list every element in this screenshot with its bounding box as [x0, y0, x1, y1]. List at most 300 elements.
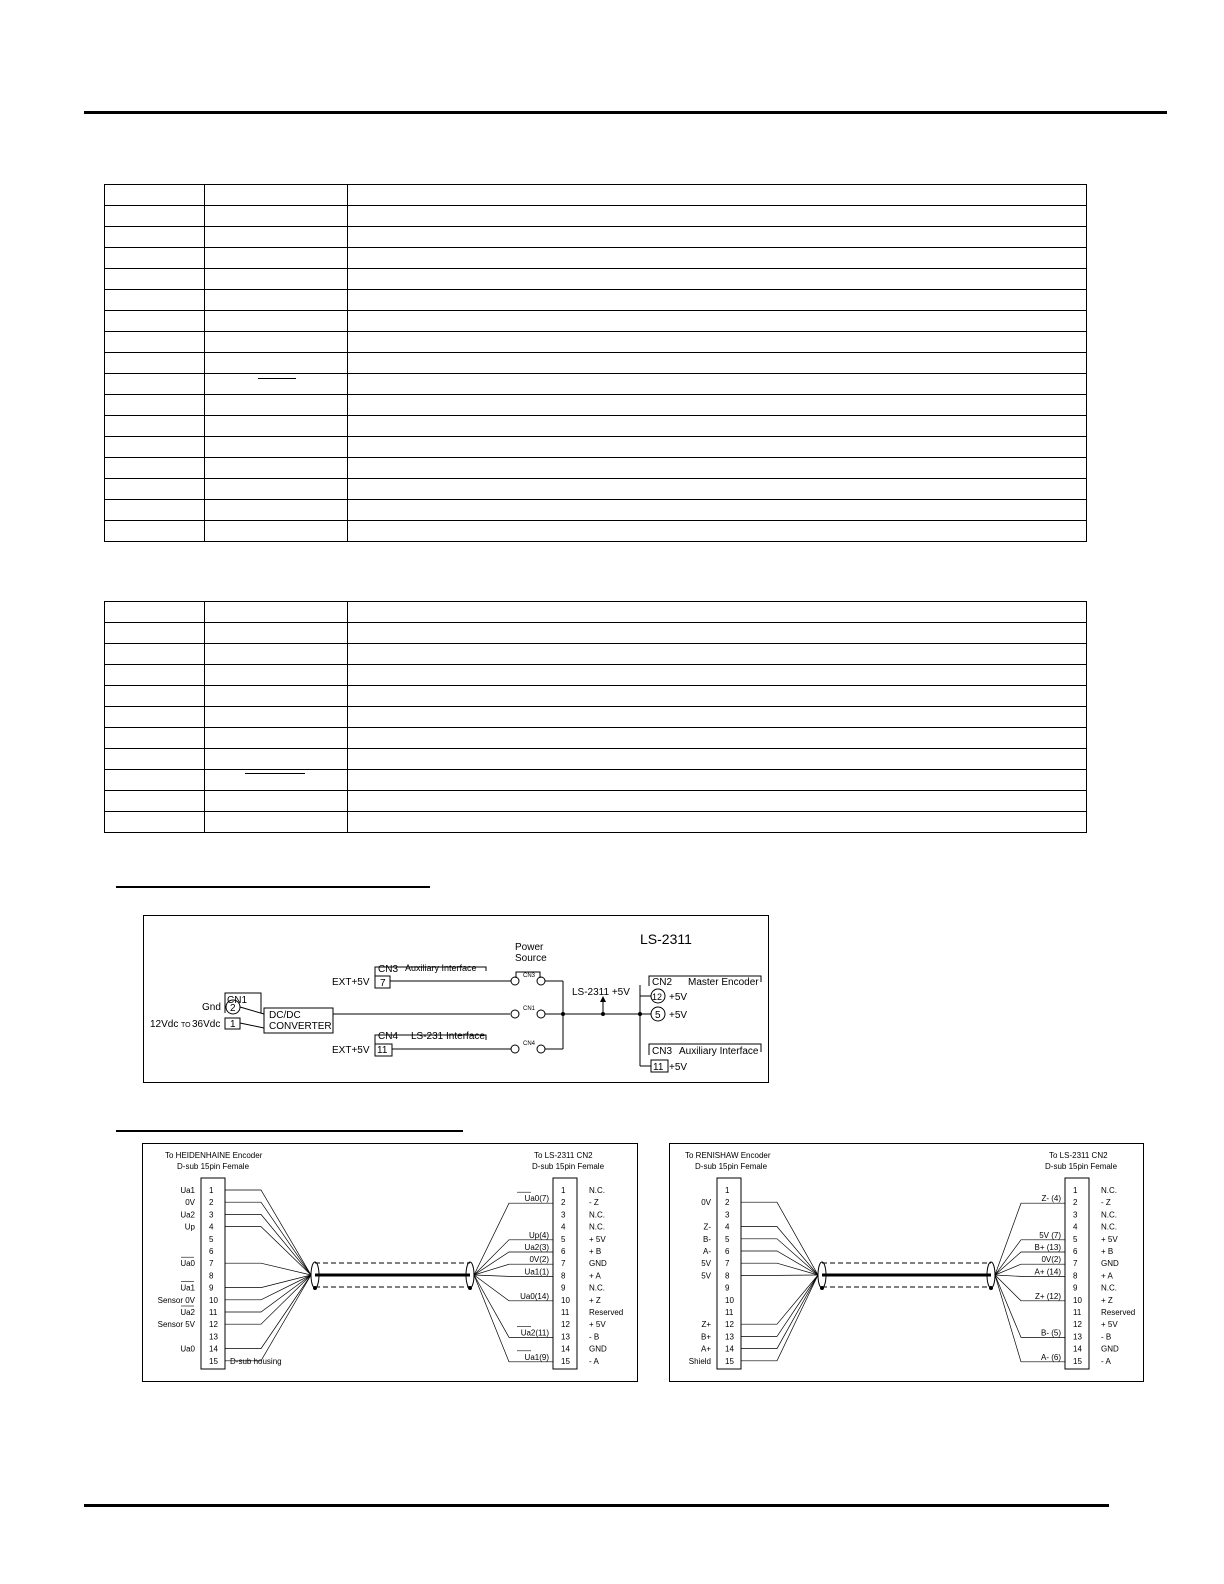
table-cell: [105, 311, 205, 332]
housing-label: D-sub housing: [230, 1357, 282, 1366]
left-pin-number: 9: [209, 1283, 214, 1293]
table-cell: [205, 728, 348, 749]
table-cell: [348, 437, 1087, 458]
ext5v-aux-label: EXT+5V: [332, 977, 370, 988]
table-cell: [348, 500, 1087, 521]
table-cell: [105, 248, 205, 269]
table-cell: [105, 458, 205, 479]
table-row: [105, 749, 1087, 770]
table-row: [105, 206, 1087, 227]
table-cell: [205, 395, 348, 416]
table-cell: [348, 521, 1087, 542]
table-cell: [205, 290, 348, 311]
right-signal-label: 5V (7): [1039, 1230, 1061, 1240]
table-cell: [105, 665, 205, 686]
cn2-pin12-5v: +5V: [669, 992, 688, 1003]
right-pin-number: 2: [1073, 1198, 1078, 1208]
left-pin-number: 14: [209, 1344, 218, 1354]
pin-function: - A: [589, 1356, 599, 1366]
table-cell: [105, 686, 205, 707]
table-cell: [348, 791, 1087, 812]
table-row: [105, 791, 1087, 812]
table-cell: [348, 686, 1087, 707]
pin-function: Reserved: [1101, 1308, 1136, 1317]
right-pin-number: 6: [561, 1247, 566, 1256]
left-signal-label: 5V: [701, 1259, 711, 1269]
table-cell: [105, 770, 205, 791]
switch-cn4-label: CN4: [523, 1041, 536, 1047]
overline-mark-2: [245, 773, 305, 774]
overline-mark-1: [258, 378, 296, 379]
left-signal-label: 0V: [701, 1198, 711, 1208]
table-cell: [205, 248, 348, 269]
power-source-label-1: Power: [515, 942, 544, 953]
table-row: [105, 644, 1087, 665]
pin-function: - A: [1101, 1356, 1111, 1366]
table-cell: [105, 332, 205, 353]
section-underline-power: [116, 886, 430, 888]
table-row: [105, 812, 1087, 833]
table-cell: [105, 353, 205, 374]
right-pin-number: 3: [1073, 1210, 1078, 1220]
table-cell: [105, 269, 205, 290]
power-title: LS-2311: [640, 931, 692, 947]
table-cell: [348, 332, 1087, 353]
ls231-interface-label: LS-231 Interface: [411, 1031, 485, 1042]
wire: [474, 1275, 553, 1362]
table-cell: [105, 602, 205, 623]
cn3-label: CN3: [378, 964, 399, 975]
table-cell: [348, 416, 1087, 437]
right-pin-number: 15: [561, 1356, 570, 1366]
top-rule: [84, 111, 1167, 114]
table-cell: [348, 479, 1087, 500]
right-signal-label: Z- (4): [1041, 1194, 1061, 1204]
left-signal-label: Sensor 5V: [157, 1320, 195, 1330]
right-pin-number: 12: [561, 1320, 570, 1330]
table-cell: [348, 749, 1087, 770]
renishaw-right-title-1: To LS-2311 CN2: [1049, 1151, 1108, 1160]
renishaw-left-title-2: D-sub 15pin Female: [695, 1162, 768, 1171]
table-row: [105, 728, 1087, 749]
wire: [741, 1275, 818, 1336]
left-pin-number: 12: [209, 1320, 218, 1330]
table-row: [105, 665, 1087, 686]
table-row: [105, 479, 1087, 500]
pin-table-2: [104, 601, 1087, 833]
left-pin-number: 6: [725, 1247, 730, 1256]
table-cell: [348, 665, 1087, 686]
section-underline-cable: [116, 1130, 463, 1132]
table-cell: [205, 374, 348, 395]
pin-function: N.C.: [1101, 1186, 1117, 1195]
aux-interface-right-label: Auxiliary Interface: [679, 1046, 759, 1057]
table-cell: [205, 623, 348, 644]
wire: [995, 1275, 1065, 1362]
table-cell: [205, 602, 348, 623]
pin-function: GND: [1101, 1344, 1119, 1354]
left-pin-number: 1: [209, 1186, 214, 1195]
table-cell: [205, 812, 348, 833]
left-signal-label: A-: [703, 1247, 711, 1256]
cn2-pin5-5v: +5V: [669, 1010, 688, 1021]
table-cell: [205, 707, 348, 728]
left-signal-label: Z-: [703, 1222, 711, 1232]
right-pin-number: 2: [561, 1198, 566, 1208]
ext5v-ls231-label: EXT+5V: [332, 1045, 370, 1056]
right-pin-number: 8: [1073, 1271, 1078, 1281]
pin-function: + 5V: [1101, 1320, 1118, 1330]
table-row: [105, 185, 1087, 206]
right-pin-number: 13: [561, 1332, 570, 1342]
table-cell: [205, 458, 348, 479]
table-cell: [105, 500, 205, 521]
pin-function: + Z: [1101, 1295, 1113, 1305]
table-cell: [348, 248, 1087, 269]
table-cell: [105, 479, 205, 500]
vin-low: 12Vdc: [150, 1019, 179, 1030]
pin-function: - B: [1101, 1332, 1112, 1342]
table-cell: [105, 437, 205, 458]
table-cell: [205, 665, 348, 686]
pin-function: + 5V: [589, 1320, 606, 1330]
table-row: [105, 707, 1087, 728]
table-cell: [205, 311, 348, 332]
left-pin-number: 4: [209, 1222, 214, 1232]
table-cell: [205, 269, 348, 290]
table-row: [105, 311, 1087, 332]
left-signal-label: Z+: [701, 1320, 711, 1330]
right-signal-label: Ua1(1): [524, 1267, 549, 1277]
pin-function: N.C.: [1101, 1283, 1117, 1293]
table-row: [105, 227, 1087, 248]
pin-function: N.C.: [1101, 1210, 1117, 1220]
table-cell: [348, 206, 1087, 227]
drain-node: [313, 1286, 317, 1290]
right-pin-number: 8: [561, 1271, 566, 1281]
table-cell: [205, 686, 348, 707]
table-cell: [348, 185, 1087, 206]
right-pin-number: 6: [1073, 1247, 1078, 1256]
right-pin-number: 15: [1073, 1356, 1082, 1366]
right-pin-number: 13: [1073, 1332, 1082, 1342]
table-row: [105, 269, 1087, 290]
pin-function: - B: [589, 1332, 600, 1342]
right-pin-number: 9: [561, 1283, 566, 1293]
left-pin-number: 4: [725, 1222, 730, 1232]
pin-function: Reserved: [589, 1308, 624, 1317]
table-cell: [348, 707, 1087, 728]
table-row: [105, 500, 1087, 521]
pin-function: + Z: [589, 1295, 601, 1305]
left-pin-number: 3: [725, 1210, 730, 1220]
heidenhain-right-title-2: D-sub 15pin Female: [532, 1162, 605, 1171]
right-signal-label: Ua0(14): [520, 1291, 549, 1301]
left-signal-label: Shield: [688, 1356, 711, 1366]
table-cell: [348, 812, 1087, 833]
table-cell: [205, 479, 348, 500]
pin-function: GND: [589, 1259, 607, 1269]
left-signal-label: Ua2: [180, 1210, 195, 1220]
table-cell: [105, 206, 205, 227]
right-pin-number: 14: [1073, 1344, 1082, 1354]
left-signal-label: Sensor 0V: [157, 1295, 195, 1305]
right-signal-label: Ua1(9): [524, 1352, 549, 1362]
table-row: [105, 437, 1087, 458]
cn3-pin11-5v: +5V: [669, 1062, 688, 1073]
cn4-pin11: 11: [377, 1045, 388, 1056]
right-signal-label: B+ (13): [1034, 1243, 1061, 1252]
table-cell: [348, 644, 1087, 665]
right-pin-number: 9: [1073, 1283, 1078, 1293]
right-pin-number: 14: [561, 1344, 570, 1354]
left-signal-label: Ua0: [180, 1259, 195, 1269]
left-pin-number: 11: [209, 1308, 218, 1317]
renishaw-cable-diagram: [669, 1143, 1144, 1382]
table-cell: [105, 521, 205, 542]
left-pin-number: 13: [725, 1332, 734, 1342]
wire: [225, 1202, 311, 1275]
left-pin-number: 2: [725, 1198, 730, 1208]
table-row: [105, 458, 1087, 479]
heidenhain-cable-diagram: [142, 1143, 638, 1382]
table-cell: [348, 602, 1087, 623]
table-cell: [105, 416, 205, 437]
table-cell: [205, 227, 348, 248]
left-pin-number: 7: [725, 1259, 730, 1269]
table-cell: [105, 791, 205, 812]
left-pin-number: 2: [209, 1198, 214, 1208]
table-cell: [205, 416, 348, 437]
table-cell: [348, 395, 1087, 416]
table-cell: [105, 227, 205, 248]
table-cell: [105, 395, 205, 416]
left-pin-number: 5: [209, 1234, 214, 1244]
table-cell: [105, 290, 205, 311]
table-cell: [348, 227, 1087, 248]
table-cell: [105, 623, 205, 644]
table-cell: [105, 707, 205, 728]
table-row: [105, 248, 1087, 269]
left-pin-number: 5: [725, 1234, 730, 1244]
pin-function: GND: [589, 1344, 607, 1354]
table-row: [105, 521, 1087, 542]
right-pin-number: 4: [561, 1222, 566, 1232]
table-cell: [205, 749, 348, 770]
table-row: [105, 332, 1087, 353]
wire: [225, 1263, 311, 1275]
table-cell: [205, 206, 348, 227]
left-signal-label: Ua1: [180, 1186, 195, 1195]
vin-to: TO: [181, 1022, 191, 1029]
table-cell: [205, 437, 348, 458]
master-encoder-label: Master Encoder: [688, 977, 759, 988]
right-signal-label: B- (5): [1041, 1328, 1061, 1338]
left-pin-number: 7: [209, 1259, 214, 1269]
pin-function: N.C.: [589, 1283, 605, 1293]
table-row: [105, 416, 1087, 437]
right-signal-label: Ua2(11): [520, 1328, 549, 1338]
right-signal-label: Ua2(3): [524, 1243, 549, 1252]
wire: [741, 1275, 818, 1349]
table-cell: [205, 332, 348, 353]
right-pin-number: 5: [561, 1234, 566, 1244]
gnd-label: Gnd: [202, 1002, 221, 1013]
left-pin-number: 15: [209, 1356, 218, 1366]
cn4-label: CN4: [378, 1031, 399, 1042]
pin-function: N.C.: [589, 1210, 605, 1220]
right-signal-label: Up(4): [528, 1230, 549, 1240]
table-cell: [348, 353, 1087, 374]
switch-cn1-label: CN1: [523, 1006, 536, 1012]
left-pin-number: 10: [209, 1295, 218, 1305]
right-signal-label: A- (6): [1041, 1352, 1061, 1362]
cn1-pin2: 2: [230, 1003, 236, 1014]
table-cell: [205, 353, 348, 374]
right-pin-number: 11: [561, 1308, 570, 1317]
table-row: [105, 623, 1087, 644]
converter-label-1: DC/DC: [269, 1010, 301, 1021]
right-pin-number: 7: [561, 1259, 566, 1269]
renishaw-left-title-1: To RENISHAW Encoder: [685, 1151, 771, 1160]
left-pin-number: 9: [725, 1283, 730, 1293]
right-signal-label: Ua0(7): [524, 1194, 549, 1204]
left-signal-label: 0V: [185, 1198, 195, 1208]
pin-function: - Z: [1101, 1198, 1111, 1208]
vin-high: 36Vdc: [192, 1019, 221, 1030]
pin-table-1: [104, 184, 1087, 542]
cn2-label: CN2: [652, 977, 673, 988]
left-pin-number: 8: [725, 1271, 730, 1281]
table-cell: [348, 623, 1087, 644]
heidenhain-right-title-1: To LS-2311 CN2: [534, 1151, 593, 1160]
right-signal-label: Z+ (12): [1034, 1291, 1061, 1301]
wire: [741, 1239, 818, 1275]
left-pin-number: 1: [725, 1186, 730, 1195]
table-row: [105, 374, 1087, 395]
pin-function: + B: [1101, 1247, 1114, 1256]
renishaw-right-title-2: D-sub 15pin Female: [1045, 1162, 1118, 1171]
right-pin-number: 11: [1073, 1308, 1082, 1317]
right-pin-number: 10: [1073, 1295, 1082, 1305]
right-signal-label: A+ (14): [1034, 1267, 1061, 1277]
cn1-pin1: 1: [230, 1019, 236, 1030]
table-row: [105, 353, 1087, 374]
left-pin-number: 10: [725, 1295, 734, 1305]
left-signal-label: B-: [703, 1234, 711, 1244]
wire: [741, 1275, 818, 1361]
left-signal-label: Ua2: [180, 1308, 195, 1317]
right-signal-label: 0V(2): [529, 1255, 549, 1265]
table-cell: [348, 269, 1087, 290]
table-cell: [348, 290, 1087, 311]
wire: [225, 1214, 311, 1275]
right-pin-number: 7: [1073, 1259, 1078, 1269]
pin-function: N.C.: [589, 1186, 605, 1195]
power-source-label-2: Source: [515, 953, 547, 964]
cn2-pin12: 12: [652, 992, 663, 1002]
table-row: [105, 395, 1087, 416]
cn3-pin11: 11: [653, 1062, 664, 1073]
cn2-pin5: 5: [655, 1010, 661, 1021]
table-cell: [348, 728, 1087, 749]
pin-function: + A: [589, 1271, 601, 1281]
table-cell: [205, 185, 348, 206]
table-cell: [105, 185, 205, 206]
table-cell: [105, 644, 205, 665]
table-row: [105, 290, 1087, 311]
table-cell: [205, 791, 348, 812]
table-cell: [105, 749, 205, 770]
left-pin-number: 8: [209, 1271, 214, 1281]
right-signal-label: 0V(2): [1041, 1255, 1061, 1265]
wire: [225, 1227, 311, 1275]
ls2311-5v-label: LS-2311 +5V: [572, 987, 630, 998]
bottom-rule: [84, 1504, 1109, 1507]
left-signal-label: 5V: [701, 1271, 711, 1281]
table-cell: [205, 500, 348, 521]
right-pin-number: 1: [1073, 1186, 1078, 1195]
left-signal-label: A+: [700, 1344, 711, 1354]
pin-function: + 5V: [589, 1234, 606, 1244]
cn3-right-label: CN3: [652, 1046, 673, 1057]
switch-cn3-label: CN3: [523, 973, 536, 979]
pin-function: N.C.: [1101, 1222, 1117, 1232]
left-pin-number: 11: [725, 1308, 734, 1317]
right-pin-number: 10: [561, 1295, 570, 1305]
pin-function: GND: [1101, 1259, 1119, 1269]
right-pin-number: 5: [1073, 1234, 1078, 1244]
table-cell: [348, 311, 1087, 332]
power-diagram: [143, 915, 769, 1083]
heidenhain-left-title-1: To HEIDENHAINE Encoder: [165, 1151, 263, 1160]
table-row: [105, 686, 1087, 707]
converter-label-2: CONVERTER: [269, 1021, 332, 1032]
table-cell: [105, 812, 205, 833]
left-pin-number: 14: [725, 1344, 734, 1354]
drain-node: [820, 1286, 824, 1290]
left-pin-number: 12: [725, 1320, 734, 1330]
table-cell: [205, 521, 348, 542]
drain-node: [468, 1286, 472, 1290]
table-cell: [105, 728, 205, 749]
left-pin-number: 3: [209, 1210, 214, 1220]
right-pin-number: 4: [1073, 1222, 1078, 1232]
table-cell: [105, 374, 205, 395]
left-signal-label: Ua0: [180, 1344, 195, 1354]
cn1-label: CN1: [227, 995, 248, 1006]
pin-function: + B: [589, 1247, 602, 1256]
table-cell: [348, 374, 1087, 395]
left-signal-label: Up: [184, 1222, 195, 1232]
right-pin-number: 3: [561, 1210, 566, 1220]
pin-function: - Z: [589, 1198, 599, 1208]
drain-node: [989, 1286, 993, 1290]
pin-function: + A: [1101, 1271, 1113, 1281]
table-cell: [205, 644, 348, 665]
table-row: [105, 602, 1087, 623]
pin-function: + 5V: [1101, 1234, 1118, 1244]
left-pin-number: 15: [725, 1356, 734, 1366]
left-signal-label: B+: [700, 1332, 711, 1342]
aux-pin7: 7: [380, 978, 386, 989]
pin-function: N.C.: [589, 1222, 605, 1232]
right-pin-number: 12: [1073, 1320, 1082, 1330]
left-pin-number: 13: [209, 1332, 218, 1342]
left-pin-number: 6: [209, 1247, 214, 1256]
heidenhain-left-title-2: D-sub 15pin Female: [177, 1162, 250, 1171]
left-signal-label: Ua1: [180, 1283, 195, 1293]
